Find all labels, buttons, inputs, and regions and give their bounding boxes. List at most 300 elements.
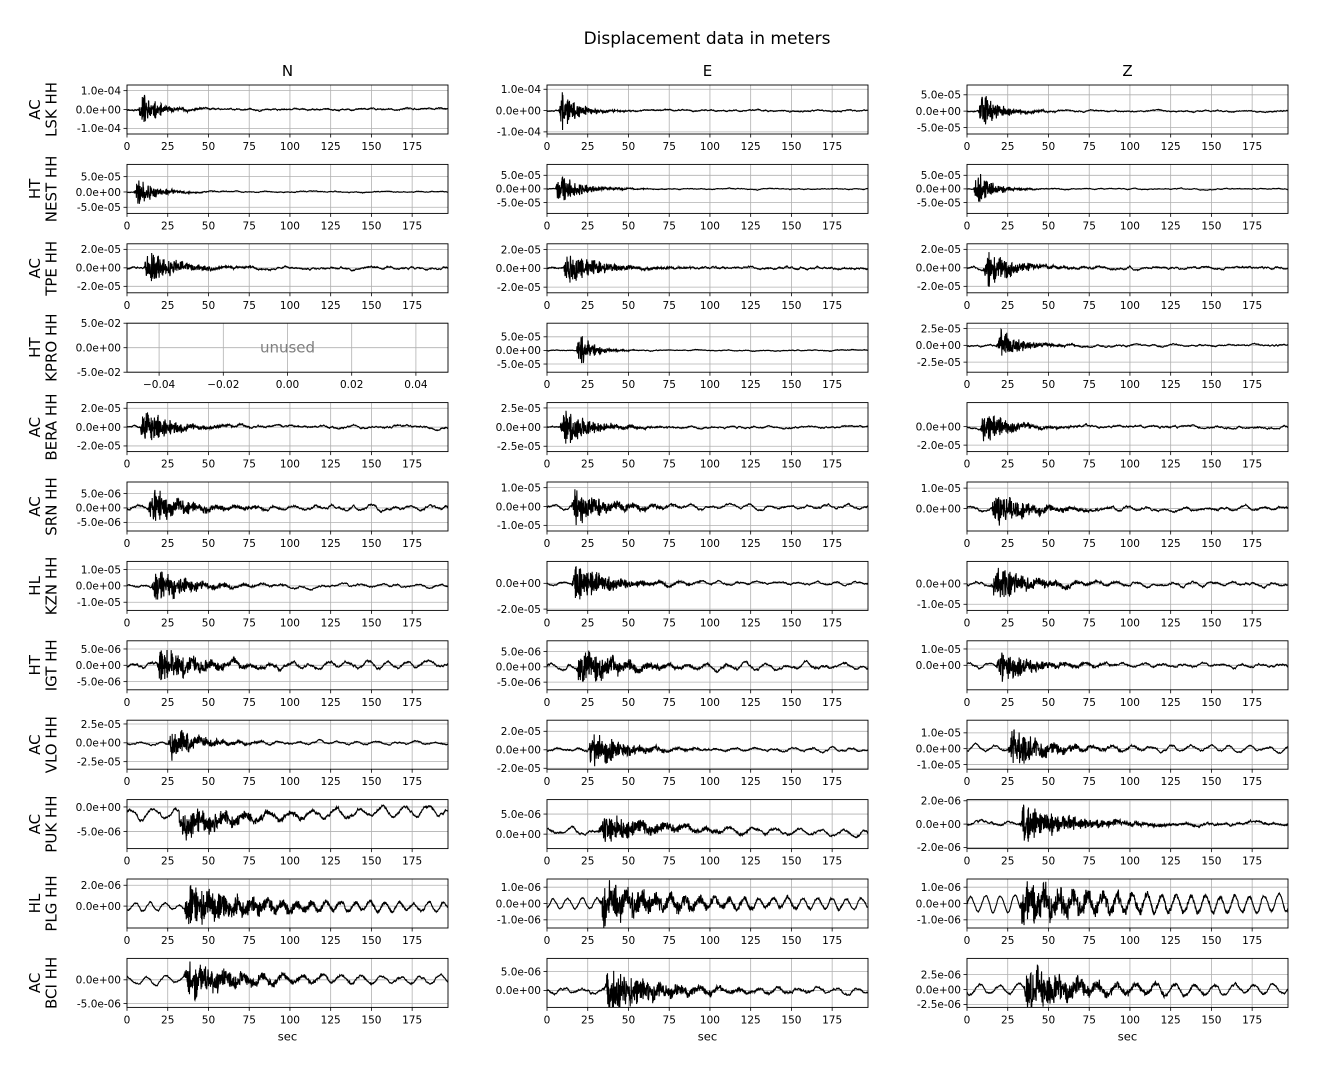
x-tick-label: 0	[123, 855, 131, 868]
x-tick-label: 0	[963, 379, 971, 392]
waveform-trace	[967, 174, 1288, 202]
network-code: AC	[25, 258, 44, 279]
axes-frame	[547, 800, 868, 849]
x-tick-label: 50	[201, 141, 216, 153]
x-tick-label: 125	[1160, 141, 1181, 153]
panel-z	[916, 244, 1288, 312]
x-tick-label: 25	[1001, 1014, 1015, 1027]
panel-e	[496, 84, 868, 153]
station-code: KPRO HH	[42, 313, 61, 382]
x-tick-label: 100	[1119, 141, 1140, 153]
x-tick-label: 0	[543, 855, 551, 868]
x-tick-label: 125	[320, 855, 341, 868]
x-tick-label: 125	[1160, 220, 1181, 233]
x-tick-label: 175	[1242, 1014, 1263, 1027]
x-tick-label: 150	[781, 617, 802, 630]
x-tick-label: 150	[1201, 299, 1222, 312]
x-tick-label: 150	[361, 696, 382, 709]
x-tick-label: 75	[1082, 696, 1096, 709]
x-tick-label: 150	[361, 935, 382, 947]
x-tick-label: 100	[279, 220, 300, 233]
waveform-trace	[127, 572, 448, 600]
x-tick-label: 175	[822, 220, 843, 233]
panel-n	[76, 719, 448, 788]
waveform-trace	[127, 885, 448, 924]
x-tick-label: 0	[543, 617, 551, 630]
station-code: LSK HH	[42, 81, 61, 138]
x-tick-label: 0	[543, 379, 551, 392]
x-tick-label: 100	[699, 855, 720, 868]
x-tick-label: 25	[1001, 617, 1015, 630]
column-title-e: E	[702, 62, 713, 80]
x-tick-label: 50	[1041, 220, 1056, 233]
network-code: AC	[25, 99, 44, 120]
x-tick-label: 175	[822, 141, 843, 153]
x-tick-label: 125	[320, 220, 341, 233]
x-tick-label: 50	[621, 935, 636, 947]
y-tick-label: -1.0e-05	[916, 599, 961, 612]
x-tick-label: 25	[581, 855, 595, 868]
y-tick-label: -5.0e-06	[76, 676, 121, 689]
x-tick-label: 125	[1160, 379, 1181, 392]
panel-z	[916, 879, 1288, 947]
x-tick-label: 75	[662, 538, 676, 550]
station-code: IGT HH	[42, 639, 61, 692]
x-tick-label: 25	[161, 1014, 175, 1027]
axes-frame	[967, 958, 1288, 1007]
panel-n	[76, 958, 448, 1043]
x-tick-label: 150	[1201, 220, 1222, 233]
station-code: TPE HH	[42, 240, 61, 296]
unused-label: unused	[259, 338, 316, 357]
panel-z	[916, 323, 1288, 391]
y-tick-label: 1.0e-05	[920, 727, 961, 740]
axes-frame	[967, 85, 1288, 134]
y-tick-label: 0.0e+00	[75, 262, 121, 275]
x-tick-label: 125	[1160, 776, 1181, 789]
panel-z	[916, 641, 1288, 709]
x-tick-label: 125	[740, 776, 761, 789]
panel-z	[916, 482, 1288, 550]
x-tick-label: 0	[543, 776, 551, 789]
x-tick-label: −0.02	[207, 379, 240, 392]
x-tick-label: 50	[201, 855, 216, 868]
waveform-trace	[127, 805, 448, 840]
x-tick-label: 100	[1119, 935, 1140, 947]
y-tick-label: 0.0e+00	[915, 660, 961, 673]
x-axis-label: sec	[277, 1029, 298, 1044]
y-tick-label: 0.0e+00	[915, 984, 961, 997]
x-tick-label: 150	[781, 220, 802, 233]
x-tick-label: 0	[963, 1014, 971, 1027]
x-tick-label: 125	[740, 935, 761, 947]
x-tick-label: 75	[1082, 379, 1096, 392]
x-tick-label: 125	[320, 696, 341, 709]
y-tick-label: 2.0e-05	[500, 244, 541, 257]
x-tick-label: 125	[320, 776, 341, 789]
x-tick-label: 50	[201, 776, 216, 789]
x-tick-label: 150	[361, 617, 382, 630]
station-label	[26, 394, 61, 461]
y-tick-label: 1.0e-05	[920, 482, 961, 495]
station-row	[26, 394, 1288, 471]
x-tick-label: 125	[1160, 696, 1181, 709]
x-tick-label: 50	[201, 1014, 216, 1027]
x-tick-label: 100	[1119, 379, 1140, 392]
station-row	[26, 156, 1288, 233]
y-tick-label: -5.0e-06	[76, 826, 121, 839]
x-tick-label: 100	[699, 776, 720, 789]
station-code: BCI HH	[42, 956, 61, 1010]
y-tick-label: 0.0e+00	[75, 502, 121, 515]
x-tick-label: 50	[201, 696, 216, 709]
x-tick-label: 100	[699, 458, 720, 471]
x-tick-label: 175	[402, 935, 423, 947]
x-tick-label: 75	[662, 379, 676, 392]
x-tick-label: 75	[662, 696, 676, 709]
x-tick-label: 125	[1160, 935, 1181, 947]
waveform-trace	[547, 489, 868, 525]
x-tick-label: 75	[242, 1014, 256, 1027]
x-tick-label: 25	[161, 696, 175, 709]
x-tick-label: 50	[621, 538, 636, 550]
panel-grid	[26, 82, 1288, 1043]
y-tick-label: 0.0e+00	[495, 421, 541, 434]
waveform-trace	[967, 252, 1288, 287]
x-tick-label: 0	[123, 1014, 131, 1027]
station-row	[26, 82, 1288, 153]
waveform-trace	[547, 256, 868, 283]
x-tick-label: 100	[279, 617, 300, 630]
station-label	[26, 241, 61, 297]
x-tick-label: 100	[279, 538, 300, 550]
x-tick-label: 75	[1082, 855, 1096, 868]
x-tick-label: 25	[161, 220, 175, 233]
panel-z	[916, 164, 1288, 232]
y-tick-label: -1.0e-04	[496, 126, 541, 139]
station-code: PUK HH	[42, 795, 61, 853]
panel-z	[916, 561, 1288, 629]
x-tick-label: 150	[361, 220, 382, 233]
x-tick-label: 50	[621, 220, 636, 233]
y-tick-label: 0.0e+00	[75, 801, 121, 814]
x-tick-label: 0	[123, 458, 131, 471]
y-tick-label: -2.0e-05	[76, 440, 121, 453]
x-tick-label: 150	[781, 141, 802, 153]
x-tick-label: 75	[1082, 299, 1096, 312]
x-tick-label: −0.04	[143, 379, 176, 392]
y-tick-label: 0.0e+00	[915, 818, 961, 831]
waveform-trace	[967, 965, 1288, 1014]
x-tick-label: 100	[1119, 220, 1140, 233]
x-tick-label: 0	[543, 935, 551, 947]
x-tick-label: 150	[1201, 141, 1222, 153]
x-tick-label: 25	[161, 141, 175, 153]
network-code: HT	[25, 178, 44, 200]
network-code: AC	[25, 734, 44, 755]
station-label	[26, 82, 61, 137]
x-tick-label: 0	[963, 696, 971, 709]
x-tick-label: 25	[1001, 299, 1015, 312]
waveform-trace	[547, 815, 868, 841]
x-tick-label: 0.02	[340, 379, 364, 392]
x-tick-label: 100	[699, 935, 720, 947]
y-tick-label: 5.0e-05	[500, 170, 541, 183]
x-tick-label: 25	[1001, 141, 1015, 153]
x-tick-label: 25	[581, 696, 595, 709]
axes-frame	[547, 958, 868, 1007]
y-tick-label: 0.0e+00	[75, 737, 121, 750]
network-code: AC	[25, 972, 44, 994]
x-tick-label: 50	[621, 617, 636, 630]
x-tick-label: 50	[621, 299, 636, 312]
y-tick-label: 1.0e-05	[80, 564, 121, 577]
x-tick-label: 100	[1119, 538, 1140, 550]
x-tick-label: 150	[361, 141, 382, 153]
station-code: VLO HH	[42, 716, 61, 774]
panel-e	[496, 958, 868, 1043]
network-code: AC	[25, 813, 44, 835]
y-tick-label: 2.0e-06	[920, 795, 961, 808]
y-tick-label: 0.0e+00	[495, 263, 541, 276]
y-tick-label: 5.0e-05	[920, 89, 961, 102]
network-code: HL	[25, 893, 44, 914]
panel-z	[916, 958, 1288, 1043]
x-tick-label: 75	[1082, 220, 1096, 233]
x-tick-label: 100	[1119, 696, 1140, 709]
panel-n	[76, 879, 448, 947]
x-tick-label: 150	[1201, 379, 1222, 392]
station-label	[26, 313, 61, 381]
x-tick-label: 25	[161, 776, 175, 789]
y-tick-label: 5.0e-05	[80, 171, 121, 184]
x-tick-label: 100	[279, 855, 300, 868]
x-tick-label: 175	[822, 935, 843, 947]
panel-e	[496, 800, 868, 868]
waveform-trace	[967, 653, 1288, 682]
y-tick-label: -1.0e-05	[496, 520, 541, 533]
station-row	[26, 957, 1288, 1044]
x-tick-label: 100	[699, 538, 720, 550]
x-tick-label: 75	[242, 458, 256, 471]
y-tick-label: 0.0e+00	[495, 898, 541, 911]
x-tick-label: 0	[123, 617, 131, 630]
x-tick-label: 100	[1119, 617, 1140, 630]
x-tick-label: 125	[1160, 855, 1181, 868]
x-tick-label: 75	[662, 141, 676, 153]
station-label	[26, 557, 61, 616]
x-tick-label: 50	[201, 935, 216, 947]
station-code: SRN HH	[42, 477, 61, 536]
x-tick-label: 75	[662, 1014, 676, 1027]
y-tick-label: 0.0e+00	[495, 183, 541, 196]
y-tick-label: -2.5e-05	[76, 756, 121, 769]
waveform-trace	[127, 412, 448, 440]
x-tick-label: 50	[621, 1014, 636, 1027]
x-tick-label: 125	[1160, 1014, 1181, 1027]
x-tick-label: 150	[1201, 776, 1222, 789]
y-tick-label: -5.0e-05	[76, 202, 121, 215]
y-tick-label: -5.0e-02	[76, 367, 121, 379]
x-tick-label: 0	[123, 696, 131, 709]
y-tick-label: -2.0e-06	[916, 842, 961, 855]
panel-e	[496, 482, 868, 550]
y-tick-label: -2.0e-05	[496, 763, 541, 776]
x-tick-label: 25	[581, 935, 595, 947]
y-tick-label: 0.0e+00	[75, 104, 121, 117]
y-tick-label: 0.0e+00	[75, 900, 121, 913]
y-tick-label: 2.5e-06	[920, 969, 961, 982]
y-tick-label: 0.0e+00	[75, 342, 121, 355]
y-tick-label: -1.0e-05	[76, 597, 121, 610]
x-tick-label: 0	[963, 935, 971, 947]
x-tick-label: 100	[279, 1014, 300, 1027]
x-tick-label: 175	[822, 299, 843, 312]
x-tick-label: 100	[279, 696, 300, 709]
waveform-trace	[127, 730, 448, 761]
x-tick-label: 125	[320, 299, 341, 312]
y-tick-label: 1.0e-06	[500, 881, 541, 894]
x-tick-label: 100	[279, 458, 300, 471]
x-tick-label: 75	[1082, 141, 1096, 153]
panel-e	[496, 164, 868, 232]
y-tick-label: 2.0e-06	[80, 880, 121, 893]
y-tick-label: 0.0e+00	[915, 578, 961, 591]
network-code: AC	[25, 416, 44, 438]
waveform-trace	[547, 651, 868, 682]
x-tick-label: 75	[662, 220, 676, 233]
x-tick-label: 125	[740, 141, 761, 153]
x-tick-label: 150	[361, 458, 382, 471]
y-tick-label: -5.0e-05	[496, 197, 541, 210]
panel-z	[916, 796, 1288, 868]
x-tick-label: 0	[543, 696, 551, 709]
x-tick-label: 100	[1119, 299, 1140, 312]
column-title-n: N	[281, 62, 294, 80]
x-tick-label: 50	[621, 141, 636, 153]
waveform-trace	[967, 730, 1288, 764]
x-tick-label: 50	[621, 379, 636, 392]
x-tick-label: 75	[242, 617, 256, 630]
y-tick-label: 5.0e-06	[80, 488, 121, 501]
panel-n	[76, 244, 448, 312]
x-tick-label: 175	[822, 1014, 843, 1027]
x-tick-label: 0	[123, 538, 131, 550]
station-label	[26, 477, 61, 536]
waveform-trace	[547, 336, 868, 363]
x-tick-label: 175	[822, 855, 843, 868]
y-tick-label: -2.0e-05	[916, 281, 961, 294]
x-tick-label: 75	[662, 855, 676, 868]
station-label	[26, 156, 61, 223]
waveform-trace	[127, 490, 448, 521]
x-tick-label: 50	[201, 458, 216, 471]
panel-n	[76, 164, 448, 232]
x-tick-label: 125	[320, 617, 341, 630]
x-tick-label: 25	[1001, 696, 1015, 709]
figure-title: Displacement data in meters	[583, 29, 831, 49]
waveform-trace	[967, 416, 1288, 441]
network-code: AC	[25, 496, 44, 517]
panel-z	[916, 85, 1288, 153]
x-tick-label: 75	[242, 935, 256, 947]
x-tick-label: 175	[402, 458, 423, 471]
x-tick-label: 75	[662, 935, 676, 947]
x-tick-label: 125	[1160, 299, 1181, 312]
x-tick-label: 150	[1201, 458, 1222, 471]
x-tick-label: 75	[242, 538, 256, 550]
station-row	[26, 796, 1288, 868]
y-tick-label: 0.0e+00	[495, 828, 541, 841]
y-tick-label: 2.0e-05	[920, 244, 961, 257]
x-tick-label: 150	[781, 458, 802, 471]
x-tick-label: 25	[161, 617, 175, 630]
x-tick-label: 100	[699, 379, 720, 392]
y-tick-label: -1.0e-06	[496, 914, 541, 927]
x-tick-label: 75	[662, 776, 676, 789]
x-tick-label: 175	[402, 299, 423, 312]
station-label	[26, 639, 61, 691]
x-tick-label: 150	[1201, 617, 1222, 630]
x-tick-label: 175	[1242, 617, 1263, 630]
y-tick-label: 0.0e+00	[915, 743, 961, 756]
y-tick-label: -5.0e-05	[496, 358, 541, 371]
x-tick-label: 50	[201, 220, 216, 233]
y-tick-label: 0.0e+00	[915, 898, 961, 911]
x-tick-label: 175	[1242, 855, 1263, 868]
x-tick-label: 75	[1082, 538, 1096, 550]
x-tick-label: 0	[123, 299, 131, 312]
x-tick-label: 125	[740, 220, 761, 233]
panel-n	[76, 85, 448, 153]
waveform-trace	[547, 734, 868, 766]
panel-e	[496, 244, 868, 312]
x-tick-label: 150	[361, 538, 382, 550]
x-tick-label: 25	[1001, 379, 1015, 392]
network-code: HL	[25, 576, 44, 596]
waveform-trace	[127, 253, 448, 281]
x-tick-label: 125	[320, 458, 341, 471]
x-tick-label: 25	[581, 1014, 595, 1027]
y-tick-label: 0.0e+00	[495, 501, 541, 514]
x-tick-label: 100	[699, 1014, 720, 1027]
y-tick-label: 0.0e+00	[75, 974, 121, 987]
station-label	[26, 716, 61, 773]
y-tick-label: 0.0e+00	[75, 421, 121, 434]
station-row	[26, 716, 1288, 788]
x-tick-label: 50	[621, 776, 636, 789]
x-tick-label: 75	[1082, 935, 1096, 947]
x-tick-label: 75	[1082, 1014, 1096, 1027]
x-tick-label: 75	[1082, 776, 1096, 789]
y-tick-label: 2.5e-05	[920, 323, 961, 336]
x-tick-label: 50	[621, 696, 636, 709]
station-row	[26, 241, 1288, 312]
x-tick-label: 0.00	[275, 379, 300, 392]
x-tick-label: 175	[1242, 141, 1263, 153]
network-code: HT	[25, 655, 44, 676]
x-tick-label: 175	[402, 617, 423, 630]
station-row	[26, 639, 1288, 709]
y-tick-label: 0.0e+00	[495, 105, 541, 118]
x-tick-label: 25	[581, 141, 595, 153]
x-tick-label: 150	[1201, 1014, 1222, 1027]
y-tick-label: -5.0e-06	[76, 517, 121, 530]
x-tick-label: 75	[662, 299, 676, 312]
y-tick-label: 1.0e-06	[920, 881, 961, 894]
x-tick-label: 100	[699, 299, 720, 312]
x-tick-label: 150	[781, 776, 802, 789]
